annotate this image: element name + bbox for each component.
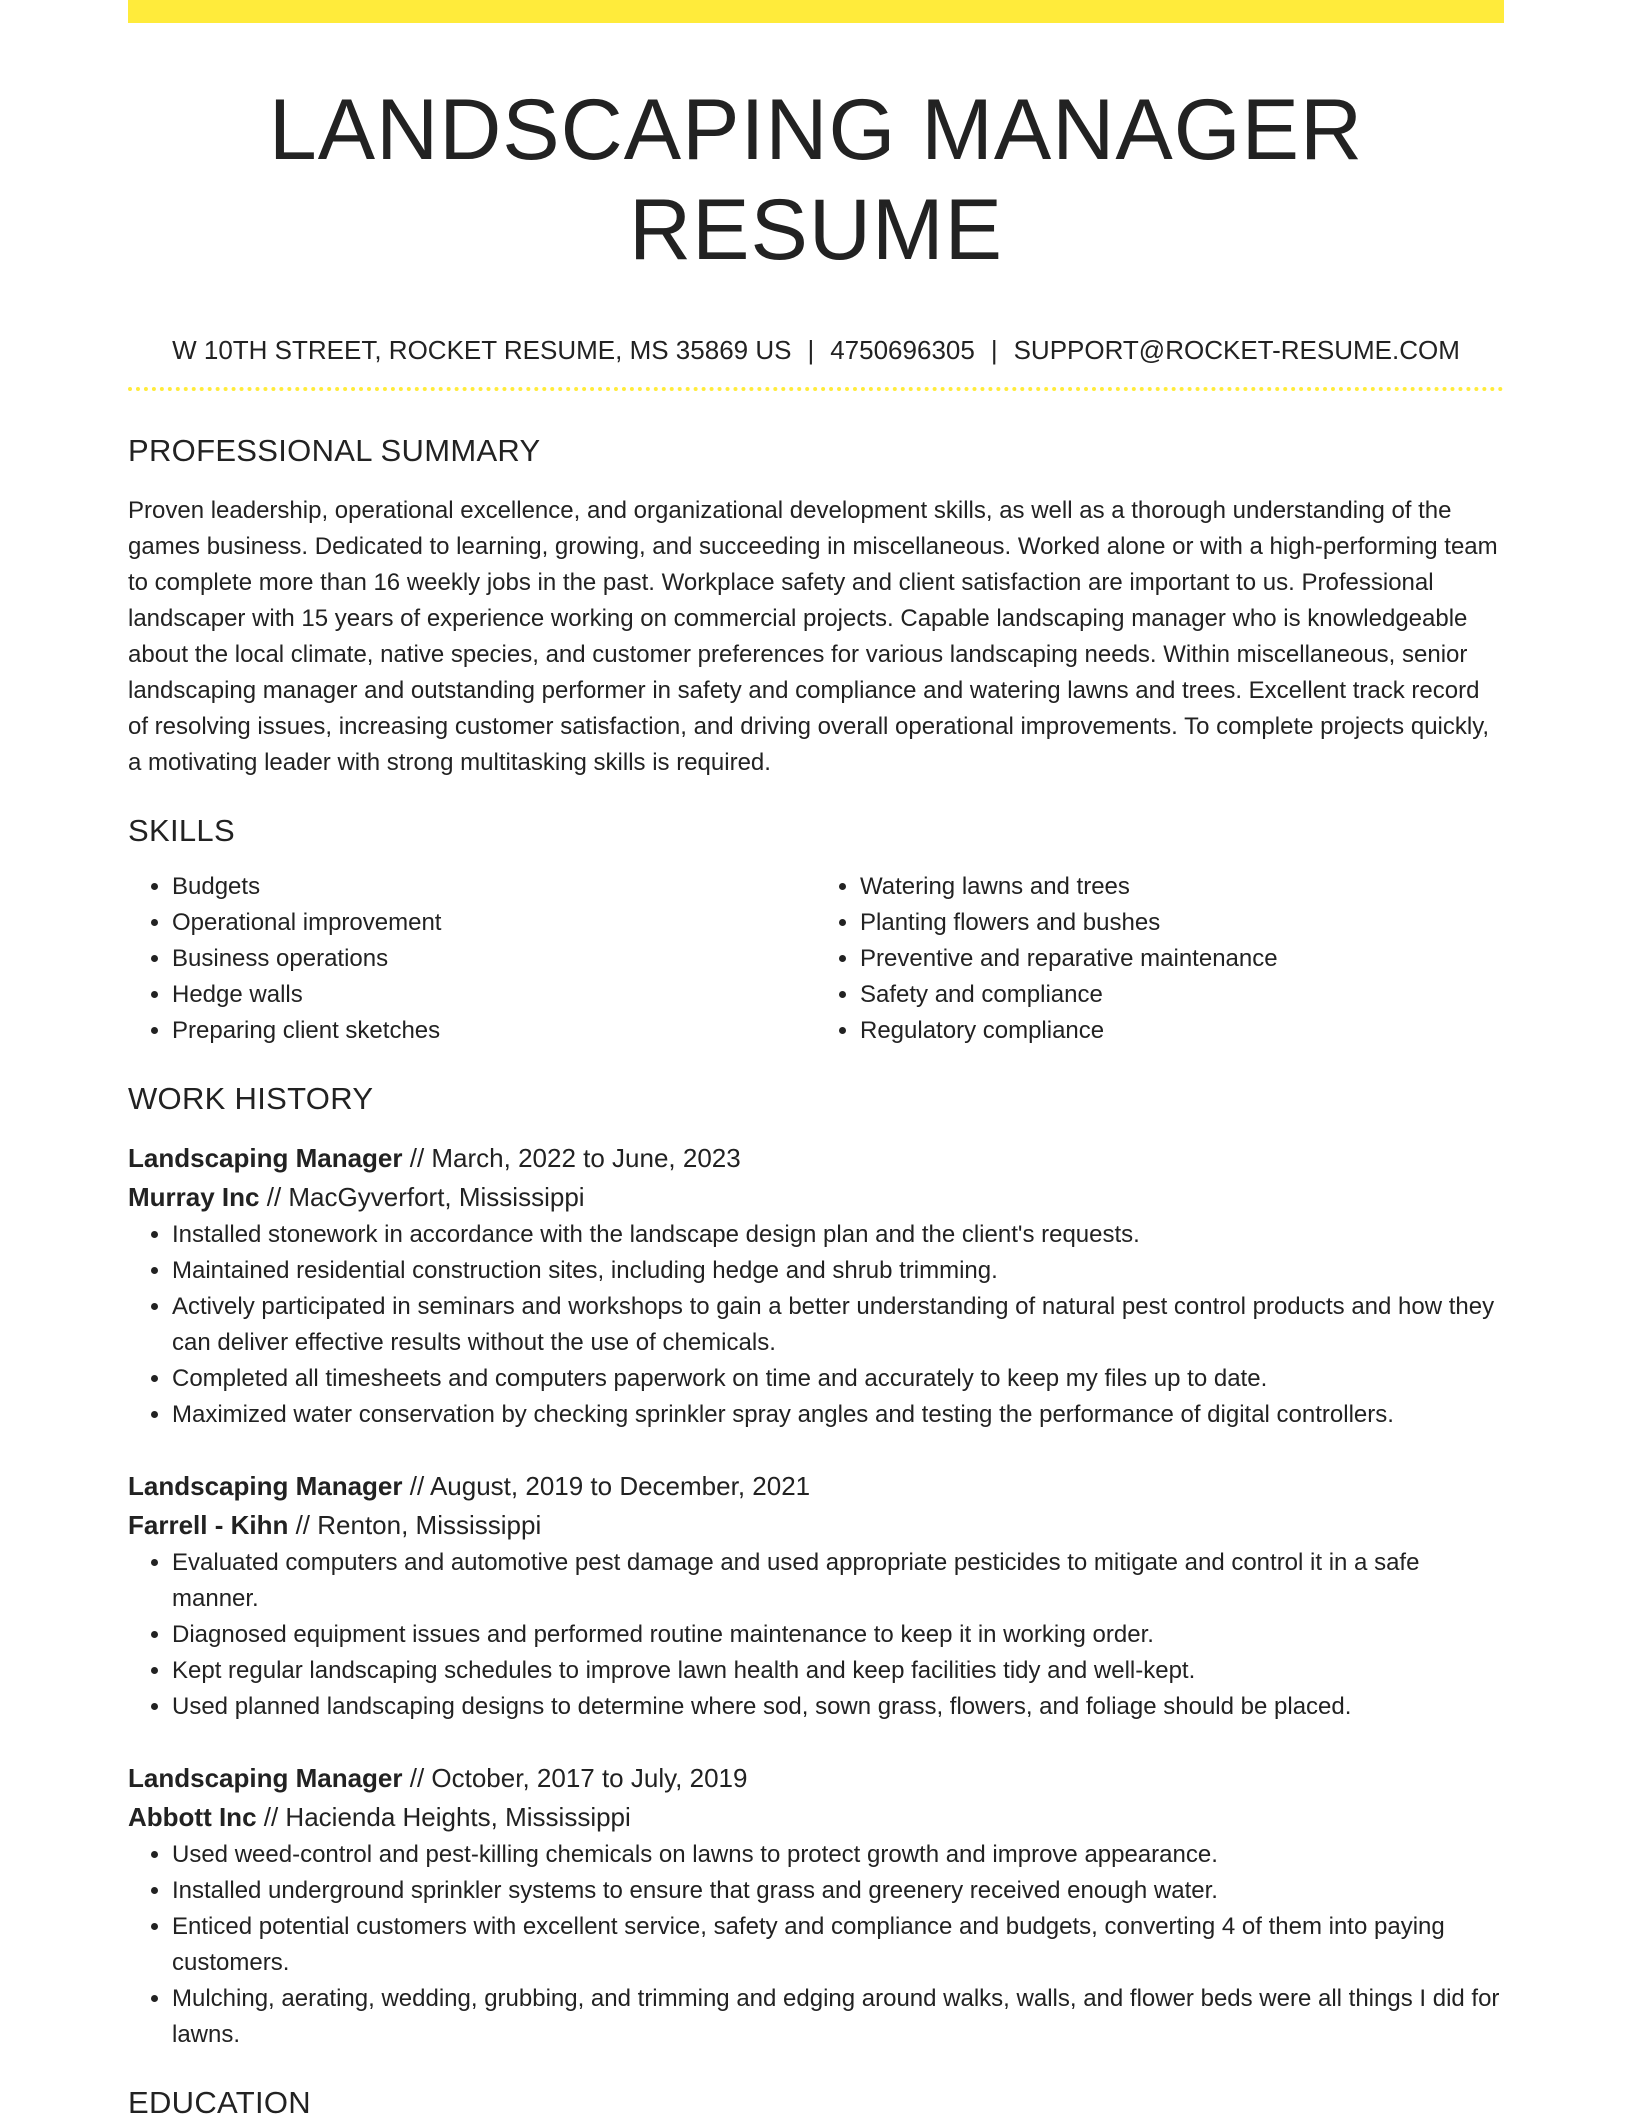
job-company: Farrell - Kihn	[128, 1510, 289, 1540]
contact-address: W 10TH STREET, ROCKET RESUME, MS 35869 US	[172, 335, 792, 365]
job-duty: • Mulching, aerating, wedding, grubbing, and trimming and edging around walks, walls, and flower beds were all things I did for lawns.	[172, 1981, 1504, 2053]
job-dates: // March, 2022 to June, 2023	[402, 1143, 741, 1173]
job-duty: • Used planned landscaping designs to determine where sod, sown grass, flowers, and foliage should be placed.	[172, 1689, 1504, 1725]
job-duties	[128, 1837, 1504, 2053]
job-dates: // August, 2019 to December, 2021	[402, 1471, 811, 1501]
job-role-line	[128, 1139, 1504, 1178]
job-duty: • Diagnosed equipment issues and performed routine maintenance to keep it in working order.	[172, 1617, 1504, 1653]
skill-item: • Preventive and reparative maintenance	[860, 941, 1504, 977]
resume-content	[128, 0, 1504, 2123]
job-duty: • Completed all timesheets and computers paperwork on time and accurately to keep my files up to date.	[172, 1361, 1504, 1397]
job-company: Abbott Inc	[128, 1802, 257, 1832]
job-role-line	[128, 1467, 1504, 1506]
job-location: // Renton, Mississippi	[288, 1510, 542, 1540]
job-duty: • Installed stonework in accordance with the landscape design plan and the client's requests.	[172, 1217, 1504, 1253]
contact-separator: |	[807, 335, 815, 365]
job-duty: • Actively participated in seminars and workshops to gain a better understanding of natural pest control products and how they can deliver effective results without the use of chemicals.	[172, 1289, 1504, 1361]
contact-email: SUPPORT@ROCKET-RESUME.COM	[1013, 335, 1460, 365]
job-entry	[128, 1467, 1504, 1725]
job-duty: • Enticed potential customers with excellent service, safety and compliance and budgets, converting 4 of them into paying customers.	[172, 1909, 1504, 1981]
job-role: Landscaping Manager	[128, 1471, 403, 1501]
skill-item: • Hedge walls	[172, 977, 816, 1013]
work-history-heading: WORK HISTORY	[128, 1081, 374, 1116]
job-duty: • Maintained residential construction sites, including hedge and shrub trimming.	[172, 1253, 1504, 1289]
education-heading: EDUCATION	[128, 2085, 311, 2120]
job-duty: • Used weed-control and pest-killing chemicals on lawns to protect growth and improve appearance.	[172, 1837, 1504, 1873]
job-company: Murray Inc	[128, 1182, 260, 1212]
job-role-line	[128, 1759, 1504, 1798]
dotted-divider	[128, 387, 1504, 391]
contact-separator: |	[990, 335, 998, 365]
job-duties	[128, 1217, 1504, 1433]
skill-item: • Watering lawns and trees	[860, 869, 1504, 905]
job-location: // Hacienda Heights, Mississippi	[256, 1802, 631, 1832]
skills-column-left	[128, 869, 816, 1049]
resume-title: LANDSCAPING MANAGER RESUME	[268, 82, 1364, 278]
summary-heading: PROFESSIONAL SUMMARY	[128, 433, 541, 468]
job-dates: // October, 2017 to July, 2019	[402, 1763, 748, 1793]
contact-phone: 4750696305	[830, 335, 975, 365]
skill-item: • Budgets	[172, 869, 816, 905]
skills-list	[128, 869, 1504, 1049]
contact-line	[128, 334, 1504, 366]
summary-text: Proven leadership, operational excellence, and organizational development skills, as well as a thorough understanding of the games business. Dedicated to learning, growing, and succeeding in miscellaneous. Worked alone or with a high-performing team to complete more than 16 weekly jobs in the past. Workplace safety and client satisfaction are important to us. Professional landscaper with 15 years of experience working on commercial projects. Capable landscaping manager who is knowledgeable about the local climate, native species, and customer preferences for various landscaping needs. Within miscellaneous, senior landscaping manager and outstanding performer in safety and compliance and watering lawns and trees. Excellent track record of resolving issues, increasing customer satisfaction, and driving overall operational improvements. To complete projects quickly, a motivating leader with strong multitasking skills is required.	[128, 497, 1498, 776]
job-duty: • Kept regular landscaping schedules to improve lawn health and keep facilities tidy and well-kept.	[172, 1653, 1504, 1689]
skills-heading: SKILLS	[128, 813, 235, 848]
job-role: Landscaping Manager	[128, 1143, 403, 1173]
job-company-line	[128, 1178, 1504, 1217]
job-entry	[128, 1139, 1504, 1433]
skill-item: • Operational improvement	[172, 905, 816, 941]
job-duty: • Installed underground sprinkler systems to ensure that grass and greenery received enough water.	[172, 1873, 1504, 1909]
skill-item: • Regulatory compliance	[860, 1013, 1504, 1049]
job-company-line	[128, 1798, 1504, 1837]
skill-item: • Safety and compliance	[860, 977, 1504, 1013]
skill-item: • Business operations	[172, 941, 816, 977]
job-company-line	[128, 1506, 1504, 1545]
job-duty: • Maximized water conservation by checking sprinkler spray angles and testing the performance of digital controllers.	[172, 1397, 1504, 1433]
job-duties	[128, 1545, 1504, 1725]
job-location: // MacGyverfort, Mississippi	[259, 1182, 585, 1212]
job-entry	[128, 1759, 1504, 2053]
skills-column-right	[816, 869, 1504, 1049]
job-duty: • Evaluated computers and automotive pest damage and used appropriate pesticides to mitigate and control it in a safe manner.	[172, 1545, 1504, 1617]
skill-item: • Preparing client sketches	[172, 1013, 816, 1049]
job-role: Landscaping Manager	[128, 1763, 403, 1793]
skill-item: • Planting flowers and bushes	[860, 905, 1504, 941]
